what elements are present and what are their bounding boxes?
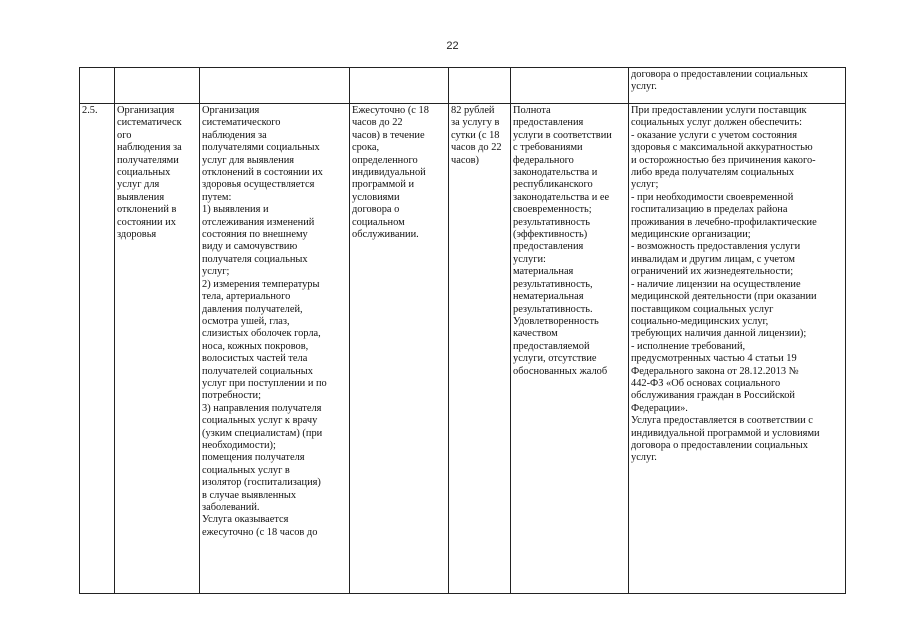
service-conditions: При предоставлении услуги поставщик социальных услуг должен обеспечить: - оказание услуги с учетом состояния здоровья с максимальной аккуратностью и осторожностью без причинения какого- либо вреда получателям социальных услуг; - при необходимости своевременной госпитализацию в пределах района проживания в лечебно-профилактические медицинские организации; - возможность предоставления услуги инвалидам и другим лицам, с учетом ограничений их жизнедеятельности; - наличие лицензии на осуществление медицинской деятельности (при оказании поставщиком социальных услуг социально-медицинских услуг, требующих наличия данной лицензии); - исполнение требований, предусмотренных частью 4 статьи 19 Федерального закона от 28.12.2013 № 442-ФЗ «Об основах социального обслуживания граждан в Российской Федерации». Услуга предоставляется в соответствии с индивидуальной программой и условиями договора о предоставлении социальных услуг. [631, 105, 820, 464]
service-name: Организация систематическ ого наблюдения за получателями социальных услуг для выявления отклонений в состоянии их здоровья [117, 105, 182, 241]
conditions-continuation-cell [629, 68, 846, 104]
services-table [79, 67, 846, 594]
service-description: Организация систематического наблюдения за получателями социальных услуг для выявления отклонений в состоянии их здоровья осуществляется путем: 1) выявления и отслеживания изменений состояния по внешнему виду и самочувствию получателя социальных услуг; 2) измерения температуры тела, артериального давления получателей, осмотра ушей, глаз, слизистых оболочек горла, носа, кожных покровов, волосистых частей тела получателей социальных услуг при поступлении и по потребности; 3) направления получателя социальных услуг к врачу (узким специалистам) (при необходимости); помещения получателя социальных услуг в изолятор (госпитализация) в случае выявленных заболеваний. Услуга оказывается ежесуточно (с 18 часов до [202, 105, 327, 538]
conditions-cell [629, 104, 846, 594]
conditions-continuation-text: договора о предоставлении социальных услуг. [631, 69, 808, 93]
table-cell [200, 68, 350, 104]
page-number: 22 [446, 40, 459, 52]
service-schedule: Ежесуточно (с 18 часов до 22 часов) в течение срока, определенного индивидуальной программой и условиями договора о социальном обслуживании. [352, 105, 429, 241]
row-number: 2.5. [82, 105, 98, 116]
table-cell [350, 68, 449, 104]
table-row-continuation [80, 68, 846, 104]
table-cell [449, 68, 511, 104]
table-cell [511, 68, 629, 104]
description-cell [200, 104, 350, 594]
quality-cell [511, 104, 629, 594]
row-number-cell [80, 104, 115, 594]
service-price: 82 рублей за услугу в сутки (с 18 часов до 22 часов) [451, 105, 502, 166]
quality-indicators: Полнота предоставления услуги в соответствии с требованиями федерального законодательства и республиканского законодательства и ее своевременность; результативность (эффективность) предоставления услуги: материальная результативность, нематериальная результативность. Удовлетворенность качеством предоставляемой услуги, отсутствие обоснованных жалоб [513, 105, 612, 377]
service-name-cell [115, 104, 200, 594]
schedule-cell [350, 104, 449, 594]
table-row-2-5 [80, 104, 846, 594]
table-cell [115, 68, 200, 104]
table-cell [80, 68, 115, 104]
price-cell [449, 104, 511, 594]
